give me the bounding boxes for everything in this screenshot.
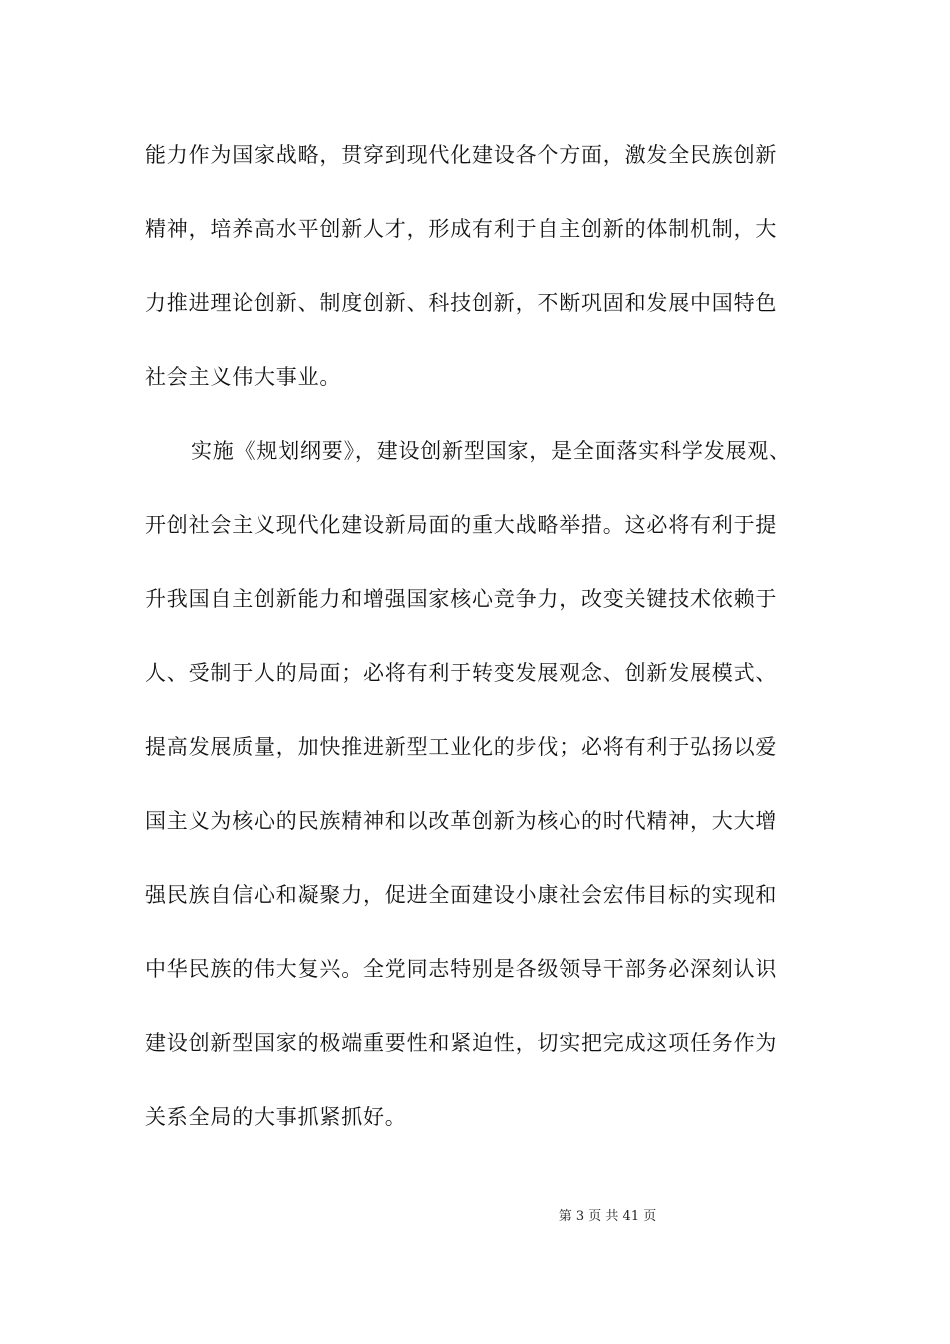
text-line: 人、受制于人的局面；必将有利于转变发展观念、创新发展模式、 xyxy=(145,661,778,685)
text-line: 力推进理论创新、制度创新、科技创新，不断巩固和发展中国特色 xyxy=(145,291,778,315)
text-line: 建设创新型国家的极端重要性和紧迫性，切实把完成这项任务作为 xyxy=(145,1031,778,1055)
text-line: 中华民族的伟大复兴。全党同志特别是各级领导干部务必深刻认识 xyxy=(145,957,778,981)
text-line: 精神，培养高水平创新人才，形成有利于自主创新的体制机制，大 xyxy=(145,217,778,241)
page-footer xyxy=(0,1208,950,1226)
text-line: 开创社会主义现代化建设新局面的重大战略举措。这必将有利于提 xyxy=(145,513,778,537)
text-line: 强民族自信心和凝聚力，促进全面建设小康社会宏伟目标的实现和 xyxy=(145,883,778,907)
text-line: 关系全局的大事抓紧抓好。 xyxy=(145,1105,407,1129)
text-line: 社会主义伟大事业。 xyxy=(145,365,342,389)
paragraph-first-line: 实施《规划纲要》，建设创新型国家，是全面落实科学发展观、 xyxy=(191,439,791,463)
text-line: 能力作为国家战略，贯穿到现代化建设各个方面，激发全民族创新 xyxy=(145,143,778,167)
text-line: 国主义为核心的民族精神和以改革创新为核心的时代精神，大大增 xyxy=(145,809,778,833)
text-line: 提高发展质量，加快推进新型工业化的步伐；必将有利于弘扬以爱 xyxy=(145,735,778,759)
page-number: 第 3 页 共 41 页 xyxy=(558,1209,657,1224)
text-line: 升我国自主创新能力和增强国家核心竞争力，改变关键技术依赖于 xyxy=(145,587,778,611)
